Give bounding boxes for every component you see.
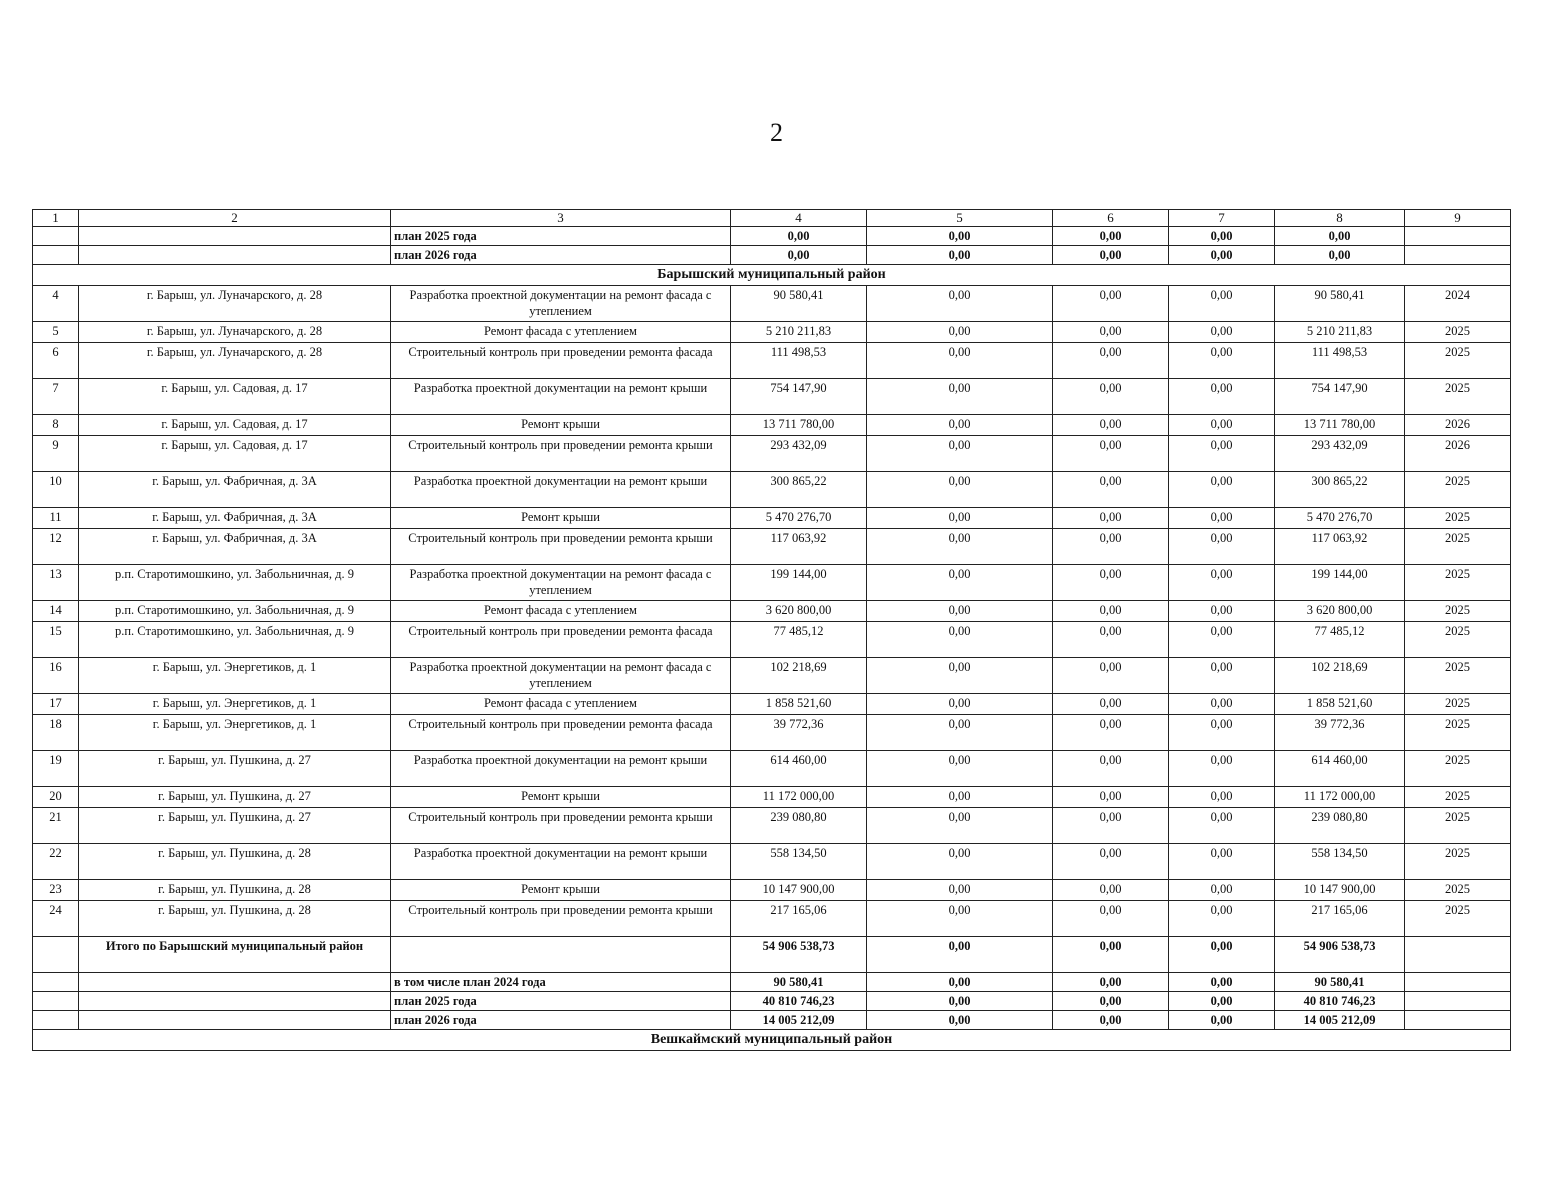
row-number: 19 <box>33 751 79 787</box>
row-value-6: 0,00 <box>1053 844 1169 880</box>
row-year: 2025 <box>1405 565 1511 601</box>
row-work-type: Разработка проектной документации на ремонт крыши <box>391 379 731 415</box>
row-number: 21 <box>33 808 79 844</box>
table-row <box>33 565 1511 601</box>
table-row <box>33 286 1511 322</box>
page-number: 2 <box>770 118 783 147</box>
row-value-8: 754 147,90 <box>1275 379 1405 415</box>
table-row <box>33 601 1511 622</box>
column-number-row <box>33 210 1511 227</box>
row-work-type: Строительный контроль при проведении ремонта крыши <box>391 529 731 565</box>
row-cost-total: 239 080,80 <box>731 808 867 844</box>
table-row <box>33 436 1511 472</box>
row-value-8: 300 865,22 <box>1275 472 1405 508</box>
table-row <box>33 322 1511 343</box>
plan-label: в том числе план 2024 года <box>391 973 731 992</box>
total-value: 0,00 <box>1169 937 1275 973</box>
total-value: 54 906 538,73 <box>1275 937 1405 973</box>
row-value-7: 0,00 <box>1169 286 1275 322</box>
row-number: 23 <box>33 880 79 901</box>
row-value-5: 0,00 <box>867 808 1053 844</box>
row-address: г. Барыш, ул. Садовая, д. 17 <box>79 436 391 472</box>
row-work-type: Ремонт фасада с утеплением <box>391 322 731 343</box>
plan-value: 0,00 <box>731 227 867 246</box>
row-year: 2024 <box>1405 286 1511 322</box>
row-year: 2025 <box>1405 622 1511 658</box>
row-value-8: 558 134,50 <box>1275 844 1405 880</box>
row-address: г. Барыш, ул. Энергетиков, д. 1 <box>79 658 391 694</box>
table-row <box>33 844 1511 880</box>
row-year: 2025 <box>1405 901 1511 937</box>
plan-value: 0,00 <box>1053 973 1169 992</box>
plan-value: 90 580,41 <box>731 973 867 992</box>
row-value-5: 0,00 <box>867 415 1053 436</box>
table-row <box>33 694 1511 715</box>
row-value-6: 0,00 <box>1053 508 1169 529</box>
plan-value: 0,00 <box>867 992 1053 1011</box>
row-value-7: 0,00 <box>1169 472 1275 508</box>
row-value-8: 3 620 800,00 <box>1275 601 1405 622</box>
row-value-7: 0,00 <box>1169 901 1275 937</box>
row-value-5: 0,00 <box>867 658 1053 694</box>
plan-row <box>33 1011 1511 1030</box>
column-number: 4 <box>731 210 867 227</box>
column-number: 2 <box>79 210 391 227</box>
row-value-6: 0,00 <box>1053 880 1169 901</box>
row-value-5: 0,00 <box>867 322 1053 343</box>
row-work-type: Разработка проектной документации на ремонт фасада с утеплением <box>391 658 731 694</box>
column-number: 7 <box>1169 210 1275 227</box>
row-cost-total: 5 210 211,83 <box>731 322 867 343</box>
row-work-type: Ремонт крыши <box>391 787 731 808</box>
plan-value: 0,00 <box>1275 227 1405 246</box>
row-value-8: 614 460,00 <box>1275 751 1405 787</box>
row-value-6: 0,00 <box>1053 565 1169 601</box>
row-work-type: Разработка проектной документации на ремонт фасада с утеплением <box>391 286 731 322</box>
row-value-6: 0,00 <box>1053 379 1169 415</box>
row-address: г. Барыш, ул. Пушкина, д. 27 <box>79 751 391 787</box>
row-year: 2025 <box>1405 322 1511 343</box>
plan-value: 40 810 746,23 <box>1275 992 1405 1011</box>
plan-value: 0,00 <box>1275 246 1405 265</box>
row-year: 2025 <box>1405 808 1511 844</box>
row-value-7: 0,00 <box>1169 751 1275 787</box>
row-work-type: Ремонт фасада с утеплением <box>391 601 731 622</box>
row-value-7: 0,00 <box>1169 844 1275 880</box>
row-address: г. Барыш, ул. Энергетиков, д. 1 <box>79 694 391 715</box>
row-year: 2026 <box>1405 415 1511 436</box>
plan-value: 90 580,41 <box>1275 973 1405 992</box>
row-address: г. Барыш, ул. Пушкина, д. 27 <box>79 808 391 844</box>
row-work-type: Разработка проектной документации на ремонт крыши <box>391 472 731 508</box>
plan-value: 0,00 <box>1169 227 1275 246</box>
row-work-type: Строительный контроль при проведении ремонта крыши <box>391 808 731 844</box>
row-year: 2025 <box>1405 715 1511 751</box>
row-work-type: Строительный контроль при проведении ремонта фасада <box>391 715 731 751</box>
table-row <box>33 343 1511 379</box>
row-number: 12 <box>33 529 79 565</box>
row-value-5: 0,00 <box>867 715 1053 751</box>
row-work-type: Строительный контроль при проведении ремонта фасада <box>391 343 731 379</box>
row-value-5: 0,00 <box>867 508 1053 529</box>
row-value-8: 11 172 000,00 <box>1275 787 1405 808</box>
row-cost-total: 5 470 276,70 <box>731 508 867 529</box>
row-value-6: 0,00 <box>1053 622 1169 658</box>
row-value-8: 10 147 900,00 <box>1275 880 1405 901</box>
row-cost-total: 77 485,12 <box>731 622 867 658</box>
row-value-8: 77 485,12 <box>1275 622 1405 658</box>
row-number: 10 <box>33 472 79 508</box>
row-value-7: 0,00 <box>1169 565 1275 601</box>
row-number: 11 <box>33 508 79 529</box>
section-title: Барышский муниципальный район <box>33 265 1511 286</box>
table-row <box>33 472 1511 508</box>
section-header-row <box>33 265 1511 286</box>
row-cost-total: 300 865,22 <box>731 472 867 508</box>
row-value-7: 0,00 <box>1169 601 1275 622</box>
table-row <box>33 622 1511 658</box>
row-value-7: 0,00 <box>1169 622 1275 658</box>
plan-value: 14 005 212,09 <box>731 1011 867 1030</box>
row-cost-total: 1 858 521,60 <box>731 694 867 715</box>
plan-value: 0,00 <box>1169 246 1275 265</box>
row-year: 2025 <box>1405 787 1511 808</box>
row-value-7: 0,00 <box>1169 787 1275 808</box>
column-number: 6 <box>1053 210 1169 227</box>
row-number: 22 <box>33 844 79 880</box>
table-row <box>33 808 1511 844</box>
row-year: 2026 <box>1405 436 1511 472</box>
row-value-5: 0,00 <box>867 601 1053 622</box>
row-value-7: 0,00 <box>1169 508 1275 529</box>
column-number: 3 <box>391 210 731 227</box>
row-year: 2025 <box>1405 658 1511 694</box>
section-header-row <box>33 1030 1511 1051</box>
row-value-5: 0,00 <box>867 343 1053 379</box>
row-value-5: 0,00 <box>867 286 1053 322</box>
row-value-6: 0,00 <box>1053 601 1169 622</box>
row-value-5: 0,00 <box>867 901 1053 937</box>
row-address: р.п. Старотимошкино, ул. Забольничная, д. 9 <box>79 601 391 622</box>
plan-value: 0,00 <box>1169 992 1275 1011</box>
row-value-8: 90 580,41 <box>1275 286 1405 322</box>
plan-value: 0,00 <box>1053 227 1169 246</box>
plan-row <box>33 246 1511 265</box>
row-value-7: 0,00 <box>1169 658 1275 694</box>
row-number: 15 <box>33 622 79 658</box>
row-work-type: Разработка проектной документации на ремонт крыши <box>391 844 731 880</box>
row-value-8: 217 165,06 <box>1275 901 1405 937</box>
row-year: 2025 <box>1405 343 1511 379</box>
table-row <box>33 379 1511 415</box>
total-value: 0,00 <box>1053 937 1169 973</box>
row-year: 2025 <box>1405 529 1511 565</box>
row-value-7: 0,00 <box>1169 415 1275 436</box>
row-cost-total: 111 498,53 <box>731 343 867 379</box>
row-value-5: 0,00 <box>867 529 1053 565</box>
plan-value: 14 005 212,09 <box>1275 1011 1405 1030</box>
row-value-7: 0,00 <box>1169 343 1275 379</box>
plan-value: 0,00 <box>867 227 1053 246</box>
row-year: 2025 <box>1405 601 1511 622</box>
row-value-6: 0,00 <box>1053 901 1169 937</box>
row-value-6: 0,00 <box>1053 343 1169 379</box>
table-row <box>33 508 1511 529</box>
row-value-6: 0,00 <box>1053 787 1169 808</box>
row-value-5: 0,00 <box>867 787 1053 808</box>
table-row <box>33 787 1511 808</box>
row-work-type: Ремонт крыши <box>391 880 731 901</box>
row-number: 20 <box>33 787 79 808</box>
row-year: 2025 <box>1405 844 1511 880</box>
row-address: г. Барыш, ул. Луначарского, д. 28 <box>79 322 391 343</box>
row-value-7: 0,00 <box>1169 880 1275 901</box>
row-value-8: 293 432,09 <box>1275 436 1405 472</box>
total-value: 54 906 538,73 <box>731 937 867 973</box>
row-address: р.п. Старотимошкино, ул. Забольничная, д. 9 <box>79 565 391 601</box>
row-address: г. Барыш, ул. Фабричная, д. 3А <box>79 472 391 508</box>
section-title: Вешкаймский муниципальный район <box>33 1030 1511 1051</box>
table-row <box>33 415 1511 436</box>
row-cost-total: 558 134,50 <box>731 844 867 880</box>
plan-value: 0,00 <box>1053 1011 1169 1030</box>
row-value-7: 0,00 <box>1169 715 1275 751</box>
row-address: г. Барыш, ул. Садовая, д. 17 <box>79 415 391 436</box>
row-number: 6 <box>33 343 79 379</box>
table-row <box>33 880 1511 901</box>
plan-value: 0,00 <box>1169 1011 1275 1030</box>
plan-value: 0,00 <box>867 1011 1053 1030</box>
row-work-type: Строительный контроль при проведении ремонта крыши <box>391 436 731 472</box>
row-number: 18 <box>33 715 79 751</box>
row-value-5: 0,00 <box>867 472 1053 508</box>
table-row <box>33 751 1511 787</box>
total-label: Итого по Барышский муниципальный район <box>79 937 391 973</box>
row-value-8: 13 711 780,00 <box>1275 415 1405 436</box>
row-value-8: 239 080,80 <box>1275 808 1405 844</box>
row-year: 2025 <box>1405 694 1511 715</box>
row-work-type: Ремонт крыши <box>391 508 731 529</box>
row-work-type: Ремонт фасада с утеплением <box>391 694 731 715</box>
plan-value: 0,00 <box>1053 992 1169 1011</box>
total-value: 0,00 <box>867 937 1053 973</box>
row-value-5: 0,00 <box>867 880 1053 901</box>
row-work-type: Разработка проектной документации на ремонт фасада с утеплением <box>391 565 731 601</box>
row-value-5: 0,00 <box>867 565 1053 601</box>
row-value-8: 1 858 521,60 <box>1275 694 1405 715</box>
row-work-type: Строительный контроль при проведении ремонта фасада <box>391 622 731 658</box>
row-address: г. Барыш, ул. Пушкина, д. 28 <box>79 844 391 880</box>
row-value-6: 0,00 <box>1053 808 1169 844</box>
column-number: 8 <box>1275 210 1405 227</box>
row-value-6: 0,00 <box>1053 436 1169 472</box>
plan-label: план 2026 года <box>391 1011 731 1030</box>
row-value-5: 0,00 <box>867 694 1053 715</box>
row-value-6: 0,00 <box>1053 751 1169 787</box>
row-value-7: 0,00 <box>1169 808 1275 844</box>
row-value-8: 111 498,53 <box>1275 343 1405 379</box>
row-value-7: 0,00 <box>1169 436 1275 472</box>
plan-label: план 2026 года <box>391 246 731 265</box>
row-number: 8 <box>33 415 79 436</box>
row-number: 14 <box>33 601 79 622</box>
table-row <box>33 658 1511 694</box>
plan-value: 40 810 746,23 <box>731 992 867 1011</box>
row-cost-total: 90 580,41 <box>731 286 867 322</box>
row-cost-total: 754 147,90 <box>731 379 867 415</box>
row-cost-total: 3 620 800,00 <box>731 601 867 622</box>
row-address: г. Барыш, ул. Садовая, д. 17 <box>79 379 391 415</box>
plan-row <box>33 992 1511 1011</box>
row-work-type: Ремонт крыши <box>391 415 731 436</box>
column-number: 9 <box>1405 210 1511 227</box>
row-number: 24 <box>33 901 79 937</box>
plan-value: 0,00 <box>1053 246 1169 265</box>
row-number: 13 <box>33 565 79 601</box>
row-number: 17 <box>33 694 79 715</box>
row-cost-total: 11 172 000,00 <box>731 787 867 808</box>
row-value-8: 5 470 276,70 <box>1275 508 1405 529</box>
row-work-type: Строительный контроль при проведении ремонта крыши <box>391 901 731 937</box>
plan-value: 0,00 <box>1169 973 1275 992</box>
plan-row <box>33 227 1511 246</box>
row-year: 2025 <box>1405 379 1511 415</box>
row-address: г. Барыш, ул. Луначарского, д. 28 <box>79 286 391 322</box>
row-value-7: 0,00 <box>1169 694 1275 715</box>
row-value-6: 0,00 <box>1053 658 1169 694</box>
total-row <box>33 937 1511 973</box>
row-address: г. Барыш, ул. Пушкина, д. 28 <box>79 901 391 937</box>
table-row <box>33 715 1511 751</box>
row-value-5: 0,00 <box>867 622 1053 658</box>
program-table <box>32 209 1511 1051</box>
row-value-8: 102 218,69 <box>1275 658 1405 694</box>
plan-row <box>33 973 1511 992</box>
row-value-5: 0,00 <box>867 379 1053 415</box>
row-year: 2025 <box>1405 880 1511 901</box>
row-value-6: 0,00 <box>1053 472 1169 508</box>
row-value-7: 0,00 <box>1169 379 1275 415</box>
row-value-6: 0,00 <box>1053 415 1169 436</box>
column-number: 1 <box>33 210 79 227</box>
row-value-6: 0,00 <box>1053 694 1169 715</box>
row-address: г. Барыш, ул. Энергетиков, д. 1 <box>79 715 391 751</box>
table-body <box>33 210 1511 1051</box>
column-number: 5 <box>867 210 1053 227</box>
row-number: 5 <box>33 322 79 343</box>
row-address: г. Барыш, ул. Фабричная, д. 3А <box>79 529 391 565</box>
row-value-6: 0,00 <box>1053 715 1169 751</box>
row-number: 9 <box>33 436 79 472</box>
row-year: 2025 <box>1405 508 1511 529</box>
row-cost-total: 39 772,36 <box>731 715 867 751</box>
row-year: 2025 <box>1405 472 1511 508</box>
row-address: г. Барыш, ул. Луначарского, д. 28 <box>79 343 391 379</box>
plan-label: план 2025 года <box>391 227 731 246</box>
row-address: р.п. Старотимошкино, ул. Забольничная, д. 9 <box>79 622 391 658</box>
plan-label: план 2025 года <box>391 992 731 1011</box>
row-value-8: 117 063,92 <box>1275 529 1405 565</box>
row-cost-total: 13 711 780,00 <box>731 415 867 436</box>
row-number: 16 <box>33 658 79 694</box>
row-value-8: 5 210 211,83 <box>1275 322 1405 343</box>
row-work-type: Разработка проектной документации на ремонт крыши <box>391 751 731 787</box>
row-cost-total: 293 432,09 <box>731 436 867 472</box>
plan-value: 0,00 <box>867 246 1053 265</box>
row-value-7: 0,00 <box>1169 322 1275 343</box>
row-number: 7 <box>33 379 79 415</box>
row-number: 4 <box>33 286 79 322</box>
plan-value: 0,00 <box>731 246 867 265</box>
row-cost-total: 217 165,06 <box>731 901 867 937</box>
row-value-5: 0,00 <box>867 751 1053 787</box>
row-address: г. Барыш, ул. Пушкина, д. 27 <box>79 787 391 808</box>
row-value-6: 0,00 <box>1053 529 1169 565</box>
row-value-5: 0,00 <box>867 436 1053 472</box>
row-cost-total: 10 147 900,00 <box>731 880 867 901</box>
row-value-6: 0,00 <box>1053 286 1169 322</box>
row-value-8: 39 772,36 <box>1275 715 1405 751</box>
row-year: 2025 <box>1405 751 1511 787</box>
row-cost-total: 199 144,00 <box>731 565 867 601</box>
row-address: г. Барыш, ул. Пушкина, д. 28 <box>79 880 391 901</box>
row-value-8: 199 144,00 <box>1275 565 1405 601</box>
row-cost-total: 102 218,69 <box>731 658 867 694</box>
row-cost-total: 614 460,00 <box>731 751 867 787</box>
row-value-7: 0,00 <box>1169 529 1275 565</box>
row-value-5: 0,00 <box>867 844 1053 880</box>
row-address: г. Барыш, ул. Фабричная, д. 3А <box>79 508 391 529</box>
row-value-6: 0,00 <box>1053 322 1169 343</box>
plan-value: 0,00 <box>867 973 1053 992</box>
table-row <box>33 529 1511 565</box>
table-row <box>33 901 1511 937</box>
row-cost-total: 117 063,92 <box>731 529 867 565</box>
